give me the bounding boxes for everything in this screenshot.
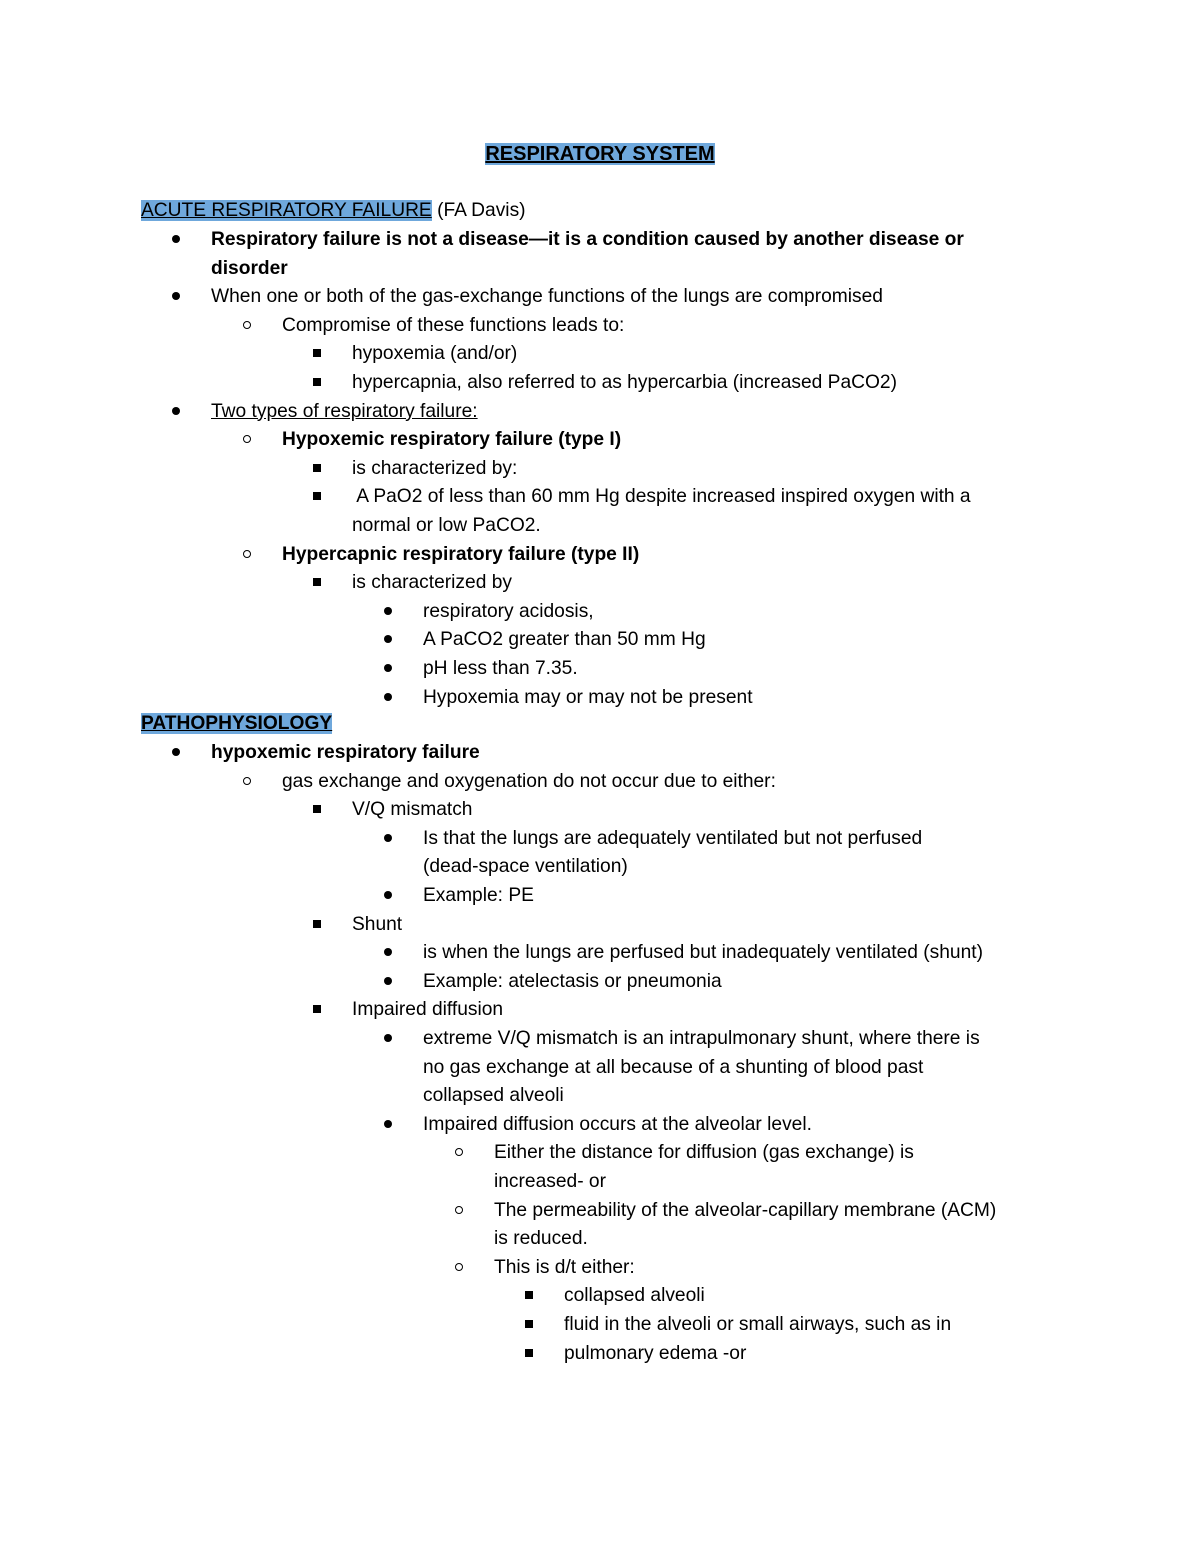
bullet-circle-icon [243, 321, 251, 329]
bullet-square-icon [313, 349, 321, 357]
bullet-square-icon [313, 578, 321, 586]
list-item-text: A PaCO2 greater than 50 mm Hg [423, 629, 706, 651]
bullet-marker [450, 1254, 468, 1282]
list-item [0, 882, 1200, 910]
list-item [0, 768, 1200, 796]
list-item [0, 684, 1200, 712]
list-item-text: Impaired diffusion [352, 999, 504, 1021]
list-item [0, 825, 1200, 853]
list-item-text: no gas exchange at all because of a shunting of blood past [423, 1056, 924, 1078]
bullet-marker [379, 968, 397, 996]
list-item-text: pH less than 7.35. [423, 658, 578, 679]
list-item [0, 655, 1200, 683]
list-item-text: hypercapnia, also referred to as hypercarbia (increased PaCO2) [352, 372, 897, 393]
bullet-disc-icon [384, 1120, 392, 1128]
bullet-marker [520, 1282, 538, 1310]
list-item [0, 598, 1200, 626]
bullet-marker [379, 655, 397, 683]
list-item [0, 939, 1200, 967]
list-item [0, 1225, 1200, 1253]
list-item [0, 541, 1200, 569]
bullet-marker [379, 882, 397, 910]
list-item [0, 426, 1200, 454]
list-item [0, 255, 1200, 283]
list-item-text: hypoxemic respiratory failure [211, 742, 480, 763]
bullet-marker [379, 1025, 397, 1053]
bullet-marker [308, 455, 326, 483]
title-text: RESPIRATORY SYSTEM [485, 143, 715, 165]
bullet-marker [308, 569, 326, 597]
bullet-square-icon [313, 492, 321, 500]
list-item-text: The permeability of the alveolar-capillary membrane (ACM) [494, 1199, 997, 1221]
list-item [0, 796, 1200, 824]
list-item-text: is when the lungs are perfused but inadequately ventilated (shunt) [423, 942, 983, 964]
bullet-disc-icon [384, 834, 392, 842]
list-item-text: Compromise of these functions leads to: [282, 314, 625, 336]
list-item-text: pulmonary edema -or [564, 1342, 747, 1364]
list-item-text: fluid in the alveoli or small airways, such as in [564, 1314, 952, 1335]
bullet-marker [167, 739, 185, 767]
bullet-circle-icon [243, 435, 251, 443]
list-item [0, 226, 1200, 254]
list-item [0, 1254, 1200, 1282]
bullet-marker [238, 312, 256, 340]
list-item [0, 1340, 1200, 1368]
list-item [0, 1282, 1200, 1310]
list-item [0, 968, 1200, 996]
bullet-disc-icon [384, 635, 392, 643]
list-item [0, 1168, 1200, 1196]
bullet-disc-icon [172, 748, 180, 756]
bullet-square-icon [525, 1291, 533, 1299]
list-item [0, 569, 1200, 597]
list-item-text: collapsed alveoli [423, 1085, 564, 1107]
list-item-text: is characterized by [352, 572, 512, 594]
list-item-text: A PaO2 of less than 60 mm Hg despite increased inspired oxygen with a [352, 486, 971, 508]
list-item [0, 398, 1200, 426]
list-item [0, 1197, 1200, 1225]
bullet-marker [167, 398, 185, 426]
bullet-marker [379, 598, 397, 626]
list-item-text: Hypoxemic respiratory failure (type I) [282, 429, 622, 451]
list-item [0, 1054, 1200, 1082]
list-item-text: hypoxemia (and/or) [352, 343, 518, 365]
bullet-disc-icon [384, 607, 392, 615]
bullet-disc-icon [384, 664, 392, 672]
list-item-text: respiratory acidosis, [423, 600, 594, 622]
list-item-text: Example: PE [423, 885, 534, 906]
list-item [0, 626, 1200, 654]
bullet-marker [238, 768, 256, 796]
list-item-text: extreme V/Q mismatch is an intrapulmonary shunt, where there is [423, 1028, 980, 1049]
list-item [0, 512, 1200, 540]
bullet-marker [520, 1311, 538, 1339]
bullet-disc-icon [384, 891, 392, 899]
list-item [0, 1025, 1200, 1053]
list-item-text: (dead-space ventilation) [423, 856, 628, 878]
list-item [0, 312, 1200, 340]
section-heading-pathophysiology [141, 710, 1200, 738]
list-item-text: disorder [211, 257, 288, 279]
bullet-square-icon [525, 1349, 533, 1357]
bullet-circle-icon [243, 777, 251, 785]
list-item-text: Either the distance for diffusion (gas exchange) is [494, 1142, 914, 1164]
bullet-square-icon [313, 1005, 321, 1013]
bullet-circle-icon [243, 550, 251, 558]
list-item-text: Is that the lungs are adequately ventilated but not perfused [423, 827, 923, 849]
list-item-text: normal or low PaCO2. [352, 515, 541, 536]
list-item [0, 1139, 1200, 1167]
bullet-square-icon [313, 805, 321, 813]
bullet-square-icon [313, 378, 321, 386]
bullet-marker [308, 483, 326, 511]
bullet-disc-icon [384, 948, 392, 956]
bullet-disc-icon [172, 407, 180, 415]
list-item-text: is characterized by: [352, 457, 518, 479]
list-item [0, 1111, 1200, 1139]
bullet-disc-icon [384, 977, 392, 985]
list-item-text: When one or both of the gas-exchange functions of the lungs are compromised [211, 286, 883, 308]
list-item [0, 853, 1200, 881]
bullet-marker [379, 1111, 397, 1139]
list-item-text: Impaired diffusion occurs at the alveolar level. [423, 1113, 812, 1135]
bullet-marker [238, 426, 256, 454]
list-item-text: is reduced. [494, 1228, 588, 1250]
list-item [0, 283, 1200, 311]
list-item-text: This is d/t either: [494, 1256, 635, 1278]
section-heading-text: PATHOPHYSIOLOGY [141, 713, 333, 734]
list-item [0, 996, 1200, 1024]
bullet-disc-icon [172, 292, 180, 300]
bullet-circle-icon [455, 1148, 463, 1156]
list-item [0, 1082, 1200, 1110]
list-item-text: Hypoxemia may or may not be present [423, 686, 753, 708]
bullet-square-icon [313, 464, 321, 472]
list-item-text: Respiratory failure is not a disease—it is a condition caused by another disease or [211, 229, 964, 250]
bullet-circle-icon [455, 1263, 463, 1271]
bullet-marker [379, 825, 397, 853]
bullet-disc-icon [384, 693, 392, 701]
bullet-marker [450, 1139, 468, 1167]
list-item [0, 739, 1200, 767]
list-item [0, 455, 1200, 483]
list-item-text: Shunt [352, 913, 403, 935]
list-item [0, 483, 1200, 511]
bullet-marker [308, 911, 326, 939]
bullet-square-icon [525, 1320, 533, 1328]
list-item-text: increased- or [494, 1171, 606, 1192]
bullet-marker [379, 626, 397, 654]
bullet-marker [379, 684, 397, 712]
list-item [0, 911, 1200, 939]
bullet-disc-icon [384, 1034, 392, 1042]
list-item-text: gas exchange and oxygenation do not occur due to either: [282, 770, 776, 792]
bullet-marker [308, 340, 326, 368]
bullet-marker [379, 939, 397, 967]
bullet-circle-icon [455, 1206, 463, 1214]
bullet-marker [238, 541, 256, 569]
section-source: (FA Davis) [431, 200, 526, 221]
bullet-marker [450, 1197, 468, 1225]
bullet-marker [167, 226, 185, 254]
list-item [0, 1311, 1200, 1339]
list-item-text: Hypercapnic respiratory failure (type II) [282, 543, 640, 565]
section-heading-text: ACUTE RESPIRATORY FAILURE [141, 200, 432, 221]
bullet-marker [308, 796, 326, 824]
list-item-text: Example: atelectasis or pneumonia [423, 970, 722, 992]
bullet-disc-icon [172, 235, 180, 243]
bullet-square-icon [313, 920, 321, 928]
bullet-marker [520, 1340, 538, 1368]
list-item-text: Two types of respiratory failure: [211, 400, 478, 422]
bullet-marker [167, 283, 185, 311]
document-title [0, 140, 1200, 168]
bullet-marker [308, 996, 326, 1024]
list-item-text: collapsed alveoli [564, 1285, 705, 1307]
section-heading-acute-respiratory-failure [141, 197, 1200, 225]
list-item [0, 369, 1200, 397]
list-item-text: V/Q mismatch [352, 799, 473, 821]
bullet-marker [308, 369, 326, 397]
list-item [0, 340, 1200, 368]
